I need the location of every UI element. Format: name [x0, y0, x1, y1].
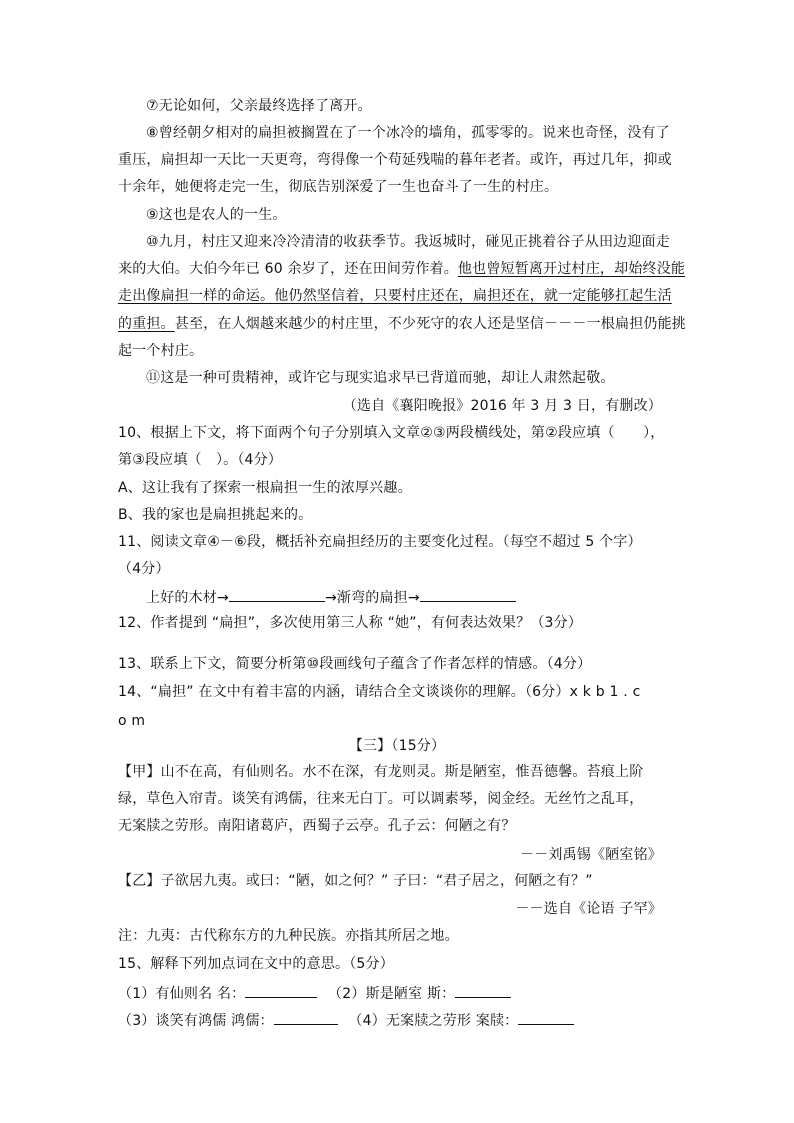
- item-4-label: （4）无案牍之劳形 案牍：: [348, 1013, 519, 1029]
- underlined-sentence: 他也曾短暂离开过村庄，却始终没能: [457, 261, 686, 277]
- paragraph-9: ⑨这也是农人的一生。: [146, 207, 287, 223]
- question-15-row-2: [118, 1010, 574, 1030]
- text-yi: 【乙】子欲居九夷。或曰：“陋，如之何？” 子曰：“君子居之，何陋之有？”: [118, 873, 593, 889]
- paragraph-8-line: 十余年，她便将走完一生，彻底告别深爱了一生也奋斗了一生的村庄。: [118, 179, 559, 195]
- text-jia-line: 绿，草色入帘青。谈笑有鸿儒，往来无白丁。可以调素琴，阅金经。无丝竹之乱耳，: [118, 791, 644, 807]
- annotation-note: 注：九夷：古代称东方的九种民族。亦指其所居之地。: [118, 928, 459, 944]
- option-b: B、我的家也是扁担挑起来的。: [118, 507, 313, 523]
- section-title: 【三】（15分）: [348, 738, 446, 754]
- answer-blank[interactable]: [229, 587, 325, 602]
- question-15: 15、解释下列加点词在文中的意思。（5分）: [118, 956, 394, 972]
- question-10-cont: 第③段应填（ ）。（4分）: [118, 452, 283, 468]
- paragraph-10-line: 起一个村庄。: [118, 343, 204, 359]
- text-jia-line: 无案牍之劳形。南阳诸葛庐，西蜀子云亭。孔子云：何陋之有？: [118, 818, 516, 834]
- answer-blank[interactable]: [420, 587, 516, 602]
- answer-blank[interactable]: [518, 1010, 574, 1025]
- paragraph-11: ⑪这是一种可贵精神，或许它与现实追求早已背道而驰，却让人肃然起敬。: [146, 370, 615, 386]
- item-1-label: （1）有仙则名 名：: [118, 986, 246, 1002]
- paragraph-8-line: 重压，扁担却一天比一天更弯，弯得像一个苟延残喘的暮年老者。或许，再过几年，抑或: [118, 152, 672, 168]
- option-a: A、这让我有了探索一根扁担一生的浓厚兴趣。: [118, 480, 412, 496]
- paragraph-10-line: ⑩九月，村庄又迎来冷冷清清的收获季节。我返城时，碰见正挑着谷子从田边迎面走: [146, 234, 670, 250]
- question-13: 13、联系上下文，简要分析第⑩段画线句子蕴含了作者怎样的情感。（4分）: [118, 656, 592, 672]
- question-14: 14、“扁担” 在文中有着丰富的内涵，请结合全文谈谈你的理解。（6分）x k b 1 . c: [118, 684, 641, 700]
- item-3-label: （3）谈笑有鸿儒 鸿儒：: [118, 1013, 274, 1029]
- chain-step-2: →渐弯的扁担→: [324, 590, 420, 606]
- paragraph-7: ⑦无论如何，父亲最终选择了离开。: [146, 98, 372, 114]
- question-11-chain: [146, 587, 516, 607]
- item-2-label: （2）斯是陋室 斯：: [328, 986, 456, 1002]
- question-11-score: （4分）: [118, 561, 170, 577]
- answer-blank[interactable]: [455, 983, 511, 998]
- plain-text: 来的大伯。大伯今年已 60 余岁了，还在田间劳作着。: [118, 261, 458, 277]
- paragraph-10-line: [118, 260, 685, 278]
- paragraph-10-line: [118, 315, 686, 333]
- answer-blank[interactable]: [245, 983, 317, 998]
- plain-text: 甚至，在人烟越来越少的村庄里，不少死守的农人还是坚信－－－一根扁担仍能挑: [174, 316, 687, 332]
- paragraph-8-line: ⑧曾经朝夕相对的扁担被搁置在了一个冰冷的墙角，孤零零的。说来也奇怪，没有了: [146, 125, 670, 141]
- chain-step-1: 上好的木材→: [146, 590, 229, 606]
- question-15-row-1: [118, 983, 511, 1003]
- question-10: 10、根据上下文，将下面两个句子分别填入文章②③两段横线处，第②段应填（ ），: [118, 425, 665, 441]
- question-11: 11、阅读文章④－⑥段，概括补充扁担经历的主要变化过程。（每空不超过 5 个字）: [118, 534, 642, 550]
- underlined-sentence: 走出像扁担一样的命运。他仍然坚信着，只要村庄还在，扁担还在，就一定能够扛起生活: [118, 288, 672, 304]
- text-jia-line: 【甲】山不在高，有仙则名。水不在深，有龙则灵。斯是陋室，惟吾德馨。苔痕上阶: [118, 764, 644, 780]
- answer-blank[interactable]: [274, 1010, 338, 1025]
- source-citation: （选自《襄阳晚报》2016 年 3 月 3 日，有删改）: [342, 398, 662, 414]
- question-14-cont: o m: [118, 713, 146, 729]
- question-12: 12、作者提到 “扁担”，多次使用第三人称 “她”，有何表达效果？（3分）: [118, 615, 583, 631]
- underlined-sentence: 的重担。: [118, 316, 175, 332]
- text-yi-source: －－选自《论语 子罕》: [515, 901, 662, 917]
- text-jia-source: －－刘禹锡《陋室铭》: [520, 847, 662, 863]
